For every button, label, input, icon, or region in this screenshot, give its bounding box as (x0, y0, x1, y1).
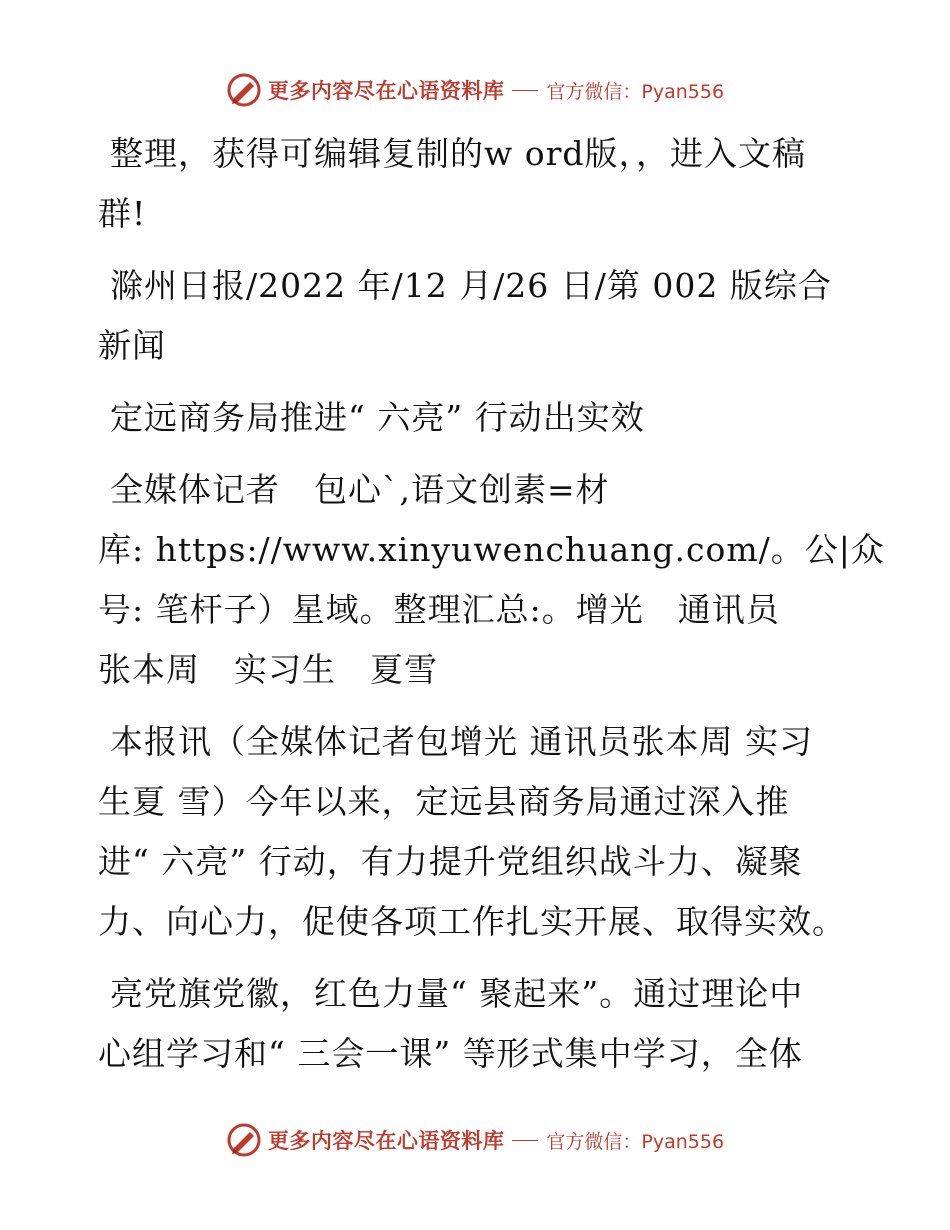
pen-logo-icon (226, 1122, 262, 1158)
paragraph-byline (98, 460, 885, 700)
text-line: 号: 笔杆子）星域。整理汇总:。增光 通讯员 (98, 590, 780, 629)
document-body (98, 124, 885, 1096)
paragraph-source (98, 256, 858, 376)
text-line: 心组学习和“ 三会一课” 等形式集中学习，全体 (98, 1034, 803, 1073)
text-line: 滁州日报/2022 年/12 月/26 日/第 002 版综合 (110, 266, 832, 305)
article-title (98, 388, 858, 448)
text-line: 库: https://www.xinyuwenchuang.com/。公|众 (98, 530, 885, 569)
paragraph-intro (98, 124, 858, 244)
text-line: 生夏 雪）今年以来，定远县商务局通过深入推 (98, 782, 790, 821)
header-watermark (0, 70, 950, 110)
pen-logo-icon (226, 72, 262, 108)
text-line: 进“ 六亮” 行动，有力提升党组织战斗力、凝聚 (98, 842, 803, 881)
text-line: 力、向心力，促使各项工作扎实开展、取得实效。 (98, 902, 846, 941)
watermark-dash (512, 90, 538, 91)
watermark-dash (512, 1140, 538, 1141)
text-line: 张本周 实习生 夏雪 (98, 650, 438, 689)
watermark-contact: 官方微信：Pyan556 (546, 80, 725, 103)
text-line: 亮党旗党徽，红色力量“ 聚起来”。通过理论中 (110, 974, 804, 1013)
paragraph-lead (98, 712, 858, 952)
text-line: 群! (98, 194, 147, 233)
text-line: 全媒体记者 包心`,语文创素=材 (110, 470, 610, 509)
text-line: 整理，获得可编辑复制的w ord版，，进入文稿 (110, 134, 807, 173)
watermark-text: 更多内容尽在心语资料库 (267, 1128, 505, 1153)
watermark-text: 更多内容尽在心语资料库 (267, 78, 505, 103)
text-line: 定远商务局推进“ 六亮” 行动出实效 (110, 398, 645, 437)
text-line: 本报讯（全媒体记者包增光 通讯员张本周 实习 (110, 722, 813, 761)
footer-watermark (0, 1120, 950, 1160)
text-line: 新闻 (98, 326, 166, 365)
watermark-contact: 官方微信：Pyan556 (546, 1130, 725, 1153)
paragraph-body (98, 964, 858, 1084)
